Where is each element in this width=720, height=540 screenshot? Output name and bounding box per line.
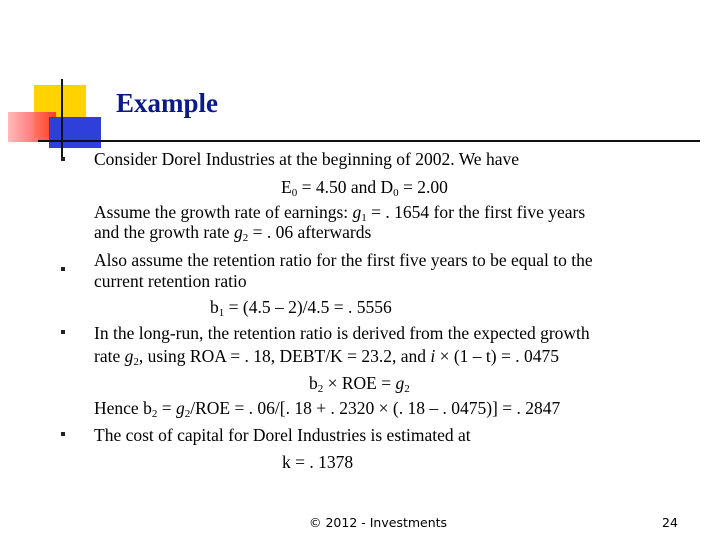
bullet-1-equation: $E_0 = 4.50$ and $D_0 = 2.00$ <box>281 177 448 199</box>
bullet-2-text-cont: current retention ratio <box>94 271 247 291</box>
bullet-1-text: Consider Dorel Industries at the beginning of 2002. We have <box>94 149 519 169</box>
bullet-marker <box>61 330 65 334</box>
bullet-4-equation: k = . 1378 <box>282 452 354 472</box>
bullet-3-equation: $b_2$ × ROE = $g_2$ <box>309 373 410 395</box>
slide-title: Example <box>116 88 219 118</box>
title-underline <box>38 140 700 142</box>
bullet-3-result: Hence $b_2 = g_2/ROE$ = . 06/[. 18 + . 2320 × (. 18 – . 0475)] = . 2847 <box>94 398 561 420</box>
bullet-marker <box>61 157 65 161</box>
bullet-3-text-cont: rate $g_2$, using ROA = . 18, DEBT/K = 23.2, and i × (1 – t) = . 0475 <box>94 346 559 368</box>
bullet-3-text: In the long-run, the retention ratio is derived from the expected growth <box>94 323 590 343</box>
bullet-4-text: The cost of capital for Dorel Industries is estimated at <box>94 425 471 445</box>
decor-vertical-line <box>61 79 63 159</box>
decor-blue-square <box>49 117 101 148</box>
bullet-marker <box>61 432 65 436</box>
bullet-marker <box>61 267 65 271</box>
bullet-2-text: Also assume the retention ratio for the first five years to be equal to the <box>94 250 593 270</box>
bullet-1-growth-rate-1: Assume the growth rate of earnings: $g_1$ = . 1654 for the first five years <box>94 202 586 224</box>
page-number: 24 <box>662 515 678 530</box>
bullet-2-equation: $b_1 = (4.5 - 2)/4.5$ = . 5556 <box>210 297 392 319</box>
bullet-1-growth-rate-2: and the growth rate $g_2$ = . 06 afterwards <box>94 222 372 244</box>
footer-text: © 2012 - Investments <box>309 515 448 530</box>
